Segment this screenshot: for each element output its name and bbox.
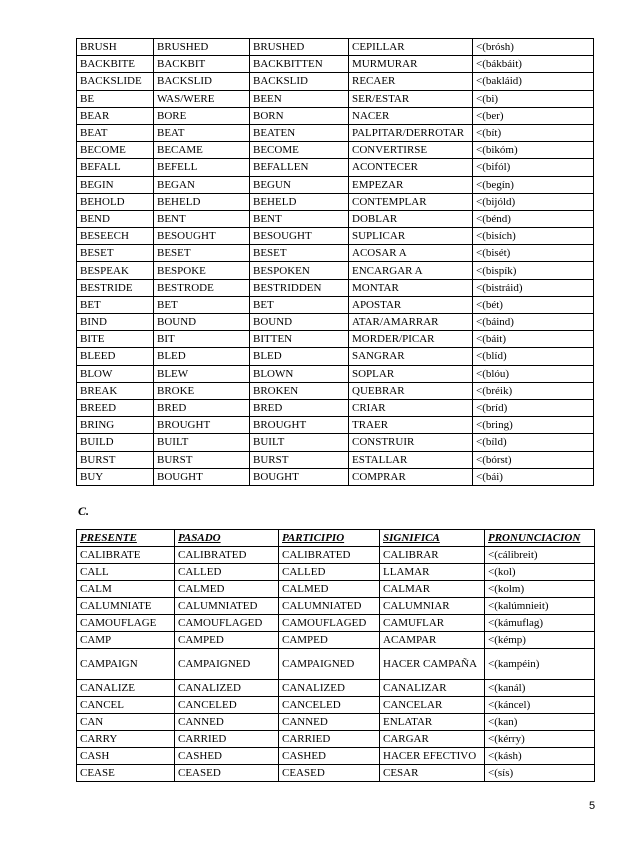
cell-pronunciacion: <(kásh) [485, 748, 595, 765]
cell-pasado: CALIBRATED [175, 547, 279, 564]
cell-pronunciacion: <(káncel) [485, 697, 595, 714]
cell-pasado: CANCELED [175, 697, 279, 714]
cell-pronunciacion: <(bét) [473, 296, 594, 313]
cell-participio: CANNED [279, 714, 380, 731]
cell-presente: BURST [77, 451, 154, 468]
cell-pronunciacion: <(kérry) [485, 731, 595, 748]
cell-pasado: BLED [154, 348, 250, 365]
cell-presente: BACKSLIDE [77, 73, 154, 90]
cell-significa: HACER CAMPAÑA [380, 649, 485, 680]
table-row [77, 90, 594, 107]
cell-pasado: CAMOUFLAGED [175, 615, 279, 632]
cell-significa: CONSTRUIR [349, 434, 473, 451]
cell-participio: BEEN [250, 90, 349, 107]
cell-pasado: BOUGHT [154, 468, 250, 485]
cell-significa: ACAMPAR [380, 632, 485, 649]
cell-participio: BESOUGHT [250, 228, 349, 245]
table-row [77, 417, 594, 434]
cell-presente: CALIBRATE [77, 547, 175, 564]
table-row [77, 680, 595, 697]
cell-significa: ACOSAR A [349, 245, 473, 262]
cell-presente: CAMOUFLAGE [77, 615, 175, 632]
cell-pasado: CANALIZED [175, 680, 279, 697]
cell-pronunciacion: <(bring) [473, 417, 594, 434]
cell-participio: BLOWN [250, 365, 349, 382]
table-row [77, 434, 594, 451]
cell-significa: CARGAR [380, 731, 485, 748]
cell-pronunciacion: <(kan) [485, 714, 595, 731]
table-row [77, 39, 594, 56]
cell-significa: CALMAR [380, 581, 485, 598]
header-row [77, 530, 595, 547]
cell-presente: CAMPAIGN [77, 649, 175, 680]
cell-significa: CANCELAR [380, 697, 485, 714]
cell-presente: BE [77, 90, 154, 107]
table-row [77, 615, 595, 632]
cell-pronunciacion: <(bifól) [473, 159, 594, 176]
cell-presente: CASH [77, 748, 175, 765]
cell-participio: CANCELED [279, 697, 380, 714]
cell-pronunciacion: <(bíld) [473, 434, 594, 451]
cell-pasado: BOUND [154, 314, 250, 331]
table-row [77, 176, 594, 193]
cell-presente: BLOW [77, 365, 154, 382]
table-row [77, 451, 594, 468]
table-row [77, 348, 594, 365]
cell-pronunciacion: <(bréik) [473, 382, 594, 399]
cell-participio: BRED [250, 399, 349, 416]
cell-participio: BEFALLEN [250, 159, 349, 176]
table-row [77, 73, 594, 90]
cell-pronunciacion: <(kanál) [485, 680, 595, 697]
cell-pronunciacion: <(brósh) [473, 39, 594, 56]
cell-pasado: BACKBIT [154, 56, 250, 73]
cell-significa: CRIAR [349, 399, 473, 416]
cell-significa: ESTALLAR [349, 451, 473, 468]
table-row [77, 228, 594, 245]
cell-presente: BECOME [77, 142, 154, 159]
cell-presente: CANCEL [77, 697, 175, 714]
cell-significa: SER/ESTAR [349, 90, 473, 107]
cell-significa: MURMURAR [349, 56, 473, 73]
table-row [77, 107, 594, 124]
cell-pasado: BUILT [154, 434, 250, 451]
table-row [77, 56, 594, 73]
cell-participio: BOUGHT [250, 468, 349, 485]
cell-pronunciacion: <(blíd) [473, 348, 594, 365]
cell-presente: BACKBITE [77, 56, 154, 73]
table-row [77, 399, 594, 416]
cell-participio: BET [250, 296, 349, 313]
cell-pasado: CALLED [175, 564, 279, 581]
cell-pronunciacion: <(bisét) [473, 245, 594, 262]
cell-participio: BITTEN [250, 331, 349, 348]
cell-pasado: BEGAN [154, 176, 250, 193]
cell-significa: HACER EFECTIVO [380, 748, 485, 765]
table-row [77, 245, 594, 262]
cell-participio: BROUGHT [250, 417, 349, 434]
cell-participio: BOUND [250, 314, 349, 331]
cell-participio: CAMPAIGNED [279, 649, 380, 680]
header-pasado: PASADO [175, 530, 279, 547]
cell-presente: BREED [77, 399, 154, 416]
cell-pasado: BEFELL [154, 159, 250, 176]
cell-pasado: BLEW [154, 365, 250, 382]
cell-participio: BRUSHED [250, 39, 349, 56]
cell-participio: CALLED [279, 564, 380, 581]
cell-significa: LLAMAR [380, 564, 485, 581]
cell-pasado: BESPOKE [154, 262, 250, 279]
cell-pasado: BROUGHT [154, 417, 250, 434]
cell-significa: APOSTAR [349, 296, 473, 313]
verb-table-c-body [77, 547, 595, 782]
cell-presente: BET [77, 296, 154, 313]
cell-pronunciacion: <(bispík) [473, 262, 594, 279]
cell-significa: CEPILLAR [349, 39, 473, 56]
cell-pasado: BURST [154, 451, 250, 468]
cell-presente: CARRY [77, 731, 175, 748]
table-row [77, 649, 595, 680]
cell-significa: SUPLICAR [349, 228, 473, 245]
table-row [77, 697, 595, 714]
table-row [77, 314, 594, 331]
table-row [77, 262, 594, 279]
cell-pasado: BET [154, 296, 250, 313]
table-row [77, 296, 594, 313]
verb-table-c [76, 529, 595, 782]
cell-pronunciacion: <(bikóm) [473, 142, 594, 159]
cell-pasado: BESTRODE [154, 279, 250, 296]
cell-presente: BESEECH [77, 228, 154, 245]
cell-participio: BUILT [250, 434, 349, 451]
cell-pasado: BESOUGHT [154, 228, 250, 245]
cell-significa: CALIBRAR [380, 547, 485, 564]
cell-pronunciacion: <(kol) [485, 564, 595, 581]
cell-significa: CONVERTIRSE [349, 142, 473, 159]
table-row [77, 765, 595, 782]
cell-pasado: BENT [154, 210, 250, 227]
cell-pronunciacion: <(bisích) [473, 228, 594, 245]
cell-participio: BEGUN [250, 176, 349, 193]
cell-presente: BESPEAK [77, 262, 154, 279]
cell-significa: EMPEZAR [349, 176, 473, 193]
cell-significa: ENCARGAR A [349, 262, 473, 279]
section-letter-c: C. [78, 504, 90, 518]
cell-significa: CAMUFLAR [380, 615, 485, 632]
cell-pronunciacion: <(sís) [485, 765, 595, 782]
cell-pasado: CANNED [175, 714, 279, 731]
cell-pronunciacion: <(bórst) [473, 451, 594, 468]
cell-participio: CARRIED [279, 731, 380, 748]
cell-pronunciacion: <(bít) [473, 124, 594, 141]
cell-participio: CALIBRATED [279, 547, 380, 564]
cell-pasado: BORE [154, 107, 250, 124]
cell-pronunciacion: <(blóu) [473, 365, 594, 382]
cell-participio: CALUMNIATED [279, 598, 380, 615]
cell-pasado: BESET [154, 245, 250, 262]
header-pronunciacion: PRONUNCIACION [485, 530, 595, 547]
cell-significa: NACER [349, 107, 473, 124]
cell-pasado: BEAT [154, 124, 250, 141]
cell-pronunciacion: <(bái) [473, 468, 594, 485]
cell-presente: CALUMNIATE [77, 598, 175, 615]
cell-presente: BEAT [77, 124, 154, 141]
cell-significa: MONTAR [349, 279, 473, 296]
cell-significa: ENLATAR [380, 714, 485, 731]
cell-presente: BITE [77, 331, 154, 348]
cell-presente: BESTRIDE [77, 279, 154, 296]
table-row [77, 210, 594, 227]
cell-significa: CANALIZAR [380, 680, 485, 697]
cell-pasado: BROKE [154, 382, 250, 399]
cell-presente: CALM [77, 581, 175, 598]
table-row [77, 731, 595, 748]
cell-pasado: CALUMNIATED [175, 598, 279, 615]
cell-significa: RECAER [349, 73, 473, 90]
cell-presente: BEND [77, 210, 154, 227]
cell-significa: PALPITAR/DERROTAR [349, 124, 473, 141]
table-row [77, 632, 595, 649]
cell-presente: CAMP [77, 632, 175, 649]
cell-presente: BESET [77, 245, 154, 262]
cell-pronunciacion: <(ber) [473, 107, 594, 124]
header-significa: SIGNIFICA [380, 530, 485, 547]
cell-participio: CEASED [279, 765, 380, 782]
cell-pronunciacion: <(bríd) [473, 399, 594, 416]
cell-significa: CESAR [380, 765, 485, 782]
verb-table-b-body [77, 39, 594, 486]
cell-presente: CAN [77, 714, 175, 731]
cell-participio: BACKBITTEN [250, 56, 349, 73]
cell-significa: COMPRAR [349, 468, 473, 485]
cell-presente: BEHOLD [77, 193, 154, 210]
cell-pronunciacion: <(báit) [473, 331, 594, 348]
page-number: 5 [589, 800, 596, 812]
table-row [77, 714, 595, 731]
cell-presente: CANALIZE [77, 680, 175, 697]
cell-pasado: CEASED [175, 765, 279, 782]
cell-pasado: CARRIED [175, 731, 279, 748]
table-row [77, 159, 594, 176]
cell-pronunciacion: <(bistráid) [473, 279, 594, 296]
cell-participio: CANALIZED [279, 680, 380, 697]
cell-significa: CONTEMPLAR [349, 193, 473, 210]
cell-participio: BENT [250, 210, 349, 227]
cell-pasado: BIT [154, 331, 250, 348]
cell-significa: QUEBRAR [349, 382, 473, 399]
cell-significa: SANGRAR [349, 348, 473, 365]
cell-pronunciacion: <(bijóld) [473, 193, 594, 210]
cell-pasado: BEHELD [154, 193, 250, 210]
cell-pasado: WAS/WERE [154, 90, 250, 107]
cell-presente: BRING [77, 417, 154, 434]
cell-participio: CAMPED [279, 632, 380, 649]
header-presente: PRESENTE [77, 530, 175, 547]
table-row [77, 547, 595, 564]
cell-participio: BECOME [250, 142, 349, 159]
cell-pronunciacion: <(cálibreit) [485, 547, 595, 564]
header-participio: PARTICIPIO [279, 530, 380, 547]
cell-pasado: BECAME [154, 142, 250, 159]
cell-presente: BREAK [77, 382, 154, 399]
cell-pasado: CAMPAIGNED [175, 649, 279, 680]
cell-participio: BEHELD [250, 193, 349, 210]
table-row [77, 468, 594, 485]
cell-presente: BEGIN [77, 176, 154, 193]
table-row [77, 748, 595, 765]
cell-presente: CALL [77, 564, 175, 581]
cell-pasado: CAMPED [175, 632, 279, 649]
cell-pronunciacion: <(kolm) [485, 581, 595, 598]
cell-significa: DOBLAR [349, 210, 473, 227]
cell-pasado: CASHED [175, 748, 279, 765]
table-row [77, 598, 595, 615]
cell-presente: BUILD [77, 434, 154, 451]
cell-pronunciacion: <(kampéin) [485, 649, 595, 680]
table-row [77, 581, 595, 598]
cell-presente: CEASE [77, 765, 175, 782]
cell-pronunciacion: <(báind) [473, 314, 594, 331]
cell-participio: CASHED [279, 748, 380, 765]
cell-participio: CALMED [279, 581, 380, 598]
cell-pronunciacion: <(bákbáit) [473, 56, 594, 73]
table-row [77, 564, 595, 581]
cell-pasado: BACKSLID [154, 73, 250, 90]
cell-presente: BIND [77, 314, 154, 331]
cell-pronunciacion: <(kalúmnieit) [485, 598, 595, 615]
cell-pronunciacion: <(begín) [473, 176, 594, 193]
cell-presente: BRUSH [77, 39, 154, 56]
table-row [77, 382, 594, 399]
cell-pronunciacion: <(bénd) [473, 210, 594, 227]
cell-participio: CAMOUFLAGED [279, 615, 380, 632]
cell-significa: ACONTECER [349, 159, 473, 176]
table-row [77, 193, 594, 210]
cell-presente: BEFALL [77, 159, 154, 176]
table-row [77, 331, 594, 348]
cell-pronunciacion: <(bakláid) [473, 73, 594, 90]
cell-participio: BURST [250, 451, 349, 468]
cell-significa: ATAR/AMARRAR [349, 314, 473, 331]
cell-significa: TRAER [349, 417, 473, 434]
cell-presente: BUY [77, 468, 154, 485]
cell-significa: CALUMNIAR [380, 598, 485, 615]
table-row [77, 124, 594, 141]
cell-significa: MORDER/PICAR [349, 331, 473, 348]
cell-participio: BESET [250, 245, 349, 262]
cell-participio: BROKEN [250, 382, 349, 399]
cell-pasado: BRED [154, 399, 250, 416]
cell-pronunciacion: <(kémp) [485, 632, 595, 649]
table-row [77, 365, 594, 382]
cell-participio: BLED [250, 348, 349, 365]
cell-participio: BESPOKEN [250, 262, 349, 279]
cell-participio: BEATEN [250, 124, 349, 141]
cell-participio: BORN [250, 107, 349, 124]
cell-presente: BLEED [77, 348, 154, 365]
cell-significa: SOPLAR [349, 365, 473, 382]
cell-presente: BEAR [77, 107, 154, 124]
verb-table-b [76, 38, 594, 486]
cell-pasado: BRUSHED [154, 39, 250, 56]
table-row [77, 279, 594, 296]
cell-participio: BESTRIDDEN [250, 279, 349, 296]
cell-pronunciacion: <(kámuflag) [485, 615, 595, 632]
table-row [77, 142, 594, 159]
cell-pronunciacion: <(bi) [473, 90, 594, 107]
cell-pasado: CALMED [175, 581, 279, 598]
cell-participio: BACKSLID [250, 73, 349, 90]
